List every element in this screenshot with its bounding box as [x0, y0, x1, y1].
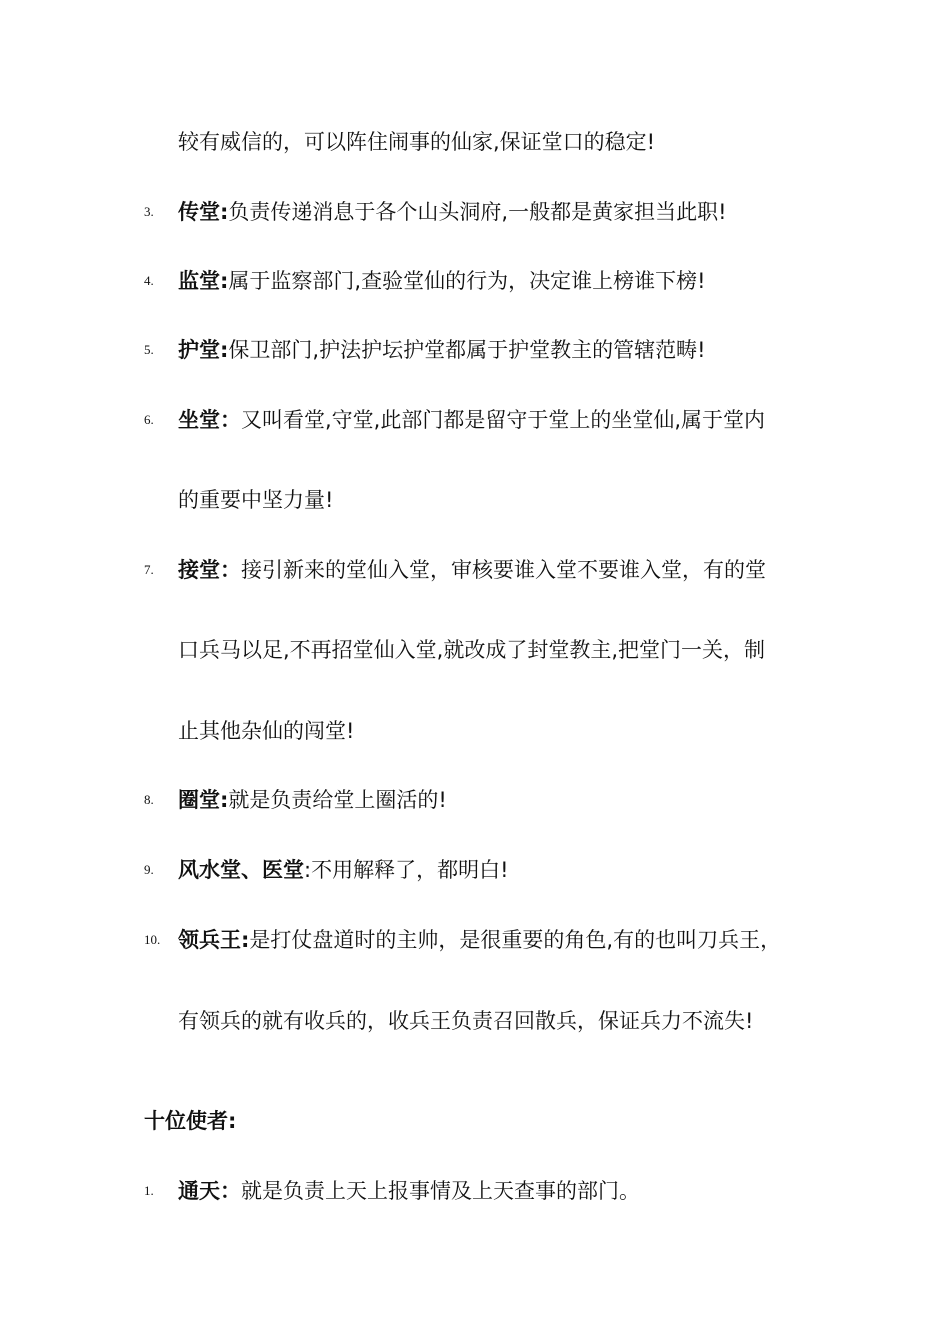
list-text: 属于监察部门,查验堂仙的行为，决定谁上榜谁下榜! — [228, 269, 706, 293]
list-term: 接堂： — [178, 558, 241, 582]
list-item-tongtian — [178, 1177, 640, 1205]
list-number: 1. — [144, 1183, 154, 1198]
list-text: 就是负责给堂上圈活的! — [228, 788, 447, 812]
list-item-continuation: 的重要中坚力量! — [178, 488, 334, 512]
list-term: 坐堂： — [178, 408, 241, 432]
list-term: 护堂: — [178, 338, 229, 362]
list-number: 8. — [144, 792, 154, 807]
list-item-jiantang — [178, 267, 706, 295]
list-term: 传堂: — [178, 200, 229, 224]
list-text: 接引新来的堂仙入堂，审核要谁入堂不要谁入堂，有的堂 — [241, 558, 766, 582]
list-text: 又叫看堂,守堂,此部门都是留守于堂上的坐堂仙,属于堂内 — [241, 408, 766, 432]
list-number: 6. — [144, 412, 154, 427]
list-text: 负责传递消息于各个山头洞府,一般都是黄家担当此职! — [228, 200, 727, 224]
intro-continuation: 较有威信的，可以阵住闹事的仙家,保证堂口的稳定! — [178, 130, 656, 154]
list-item-continuation: 口兵马以足,不再招堂仙入堂,就改成了封堂教主,把堂门一关，制 — [178, 638, 766, 662]
list-term: 监堂: — [178, 269, 229, 293]
list-item-zuotang — [178, 406, 765, 434]
list-item-quantang — [178, 786, 447, 814]
list-number: 7. — [144, 562, 154, 577]
list-number: 4. — [144, 273, 154, 288]
list-text: 是打仗盘道时的主帅，是很重要的角色,有的也叫刀兵王， — [249, 928, 782, 952]
list-text: 就是负责上天上报事情及上天查事的部门。 — [241, 1179, 640, 1203]
list-term: 领兵王: — [178, 928, 250, 952]
section-heading: 十位使者: — [144, 1109, 237, 1133]
list-term: 通天： — [178, 1179, 241, 1203]
list-item-hutang — [178, 336, 706, 364]
list-term: 风水堂、医堂 — [178, 858, 304, 882]
list-text: :不用解释了，都明白! — [304, 858, 509, 882]
list-item-jietang — [178, 556, 766, 584]
list-number: 3. — [144, 204, 154, 219]
list-item-continuation: 有领兵的就有收兵的，收兵王负责召回散兵，保证兵力不流失! — [178, 1009, 754, 1033]
list-item-continuation: 止其他杂仙的闯堂! — [178, 719, 355, 743]
list-number: 10. — [144, 932, 161, 947]
list-number: 5. — [144, 342, 154, 357]
list-item-chuantang — [178, 198, 727, 226]
list-item-lingbingwang — [178, 926, 781, 954]
list-item-fengshuitang — [178, 856, 509, 884]
list-term: 圈堂: — [178, 788, 229, 812]
list-text: 保卫部门,护法护坛护堂都属于护堂教主的管辖范畴! — [228, 338, 706, 362]
list-number: 9. — [144, 862, 154, 877]
